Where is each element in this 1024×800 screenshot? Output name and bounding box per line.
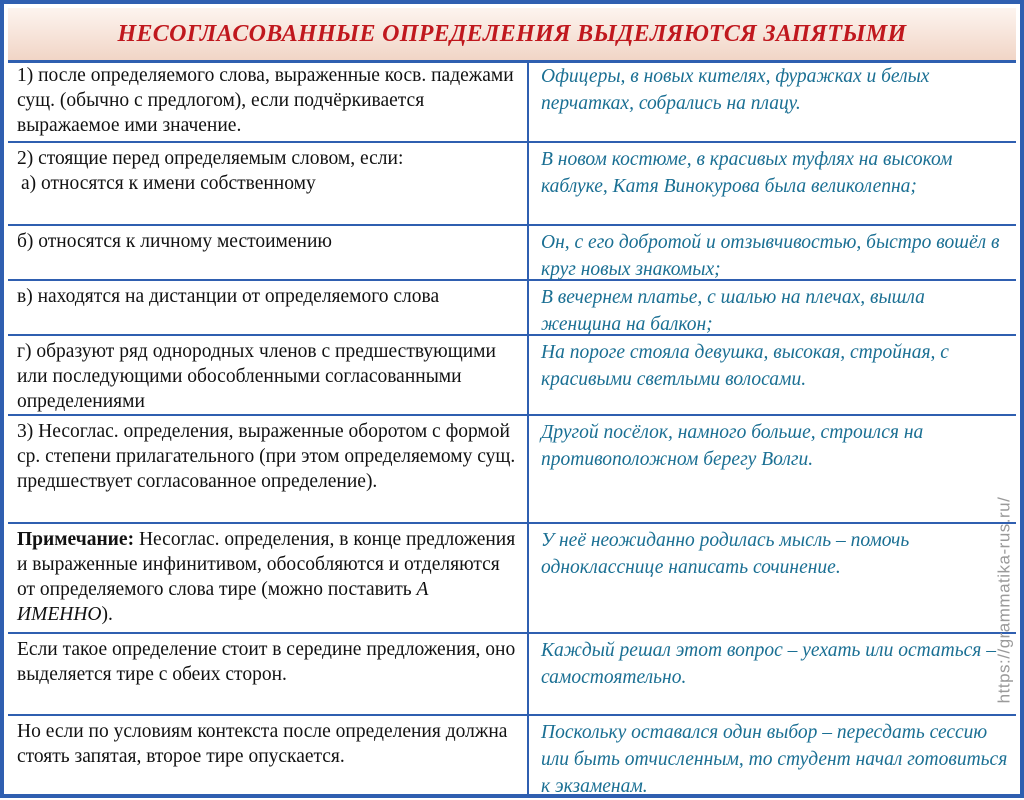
rule-text: Если такое определение стоит в середине предложения, оно выделяется тире с обеих сторон. bbox=[17, 639, 516, 685]
rule-text: 3) Несоглас. определения, выраженные оборотом с формой ср. степени прилагательного (при этом определяемому сущ. предшествует согласованное определение). bbox=[17, 421, 516, 492]
example-text: Поскольку оставался один выбор – пересдать сессию или быть отчисленным, то студент начал готовиться к экзаменам. bbox=[541, 722, 1008, 797]
example-text: На пороге стояла девушка, высокая, стройная, с красивыми светлыми волосами. bbox=[541, 342, 949, 390]
rule-cell bbox=[8, 281, 529, 334]
table-row bbox=[8, 416, 1016, 524]
table-row bbox=[8, 524, 1016, 634]
rule-tail: ). bbox=[101, 604, 113, 625]
example-text: Другой посёлок, намного больше, строился на противоположном берегу Волги. bbox=[541, 422, 924, 470]
rule-text: 2) стоящие перед определяемым словом, если: bbox=[17, 148, 404, 169]
example-cell bbox=[529, 524, 1016, 632]
table-row bbox=[8, 634, 1016, 716]
note-label: Примечание: bbox=[17, 529, 135, 550]
rule-subtext: а) относятся к имени собственному bbox=[21, 173, 316, 194]
rule-cell bbox=[8, 226, 529, 279]
example-cell bbox=[529, 60, 1016, 141]
rule-text: 1) после определяемого слова, выраженные косв. падежами сущ. (обычно с предлогом), если подчёркивается выражаемое ими значение. bbox=[17, 65, 514, 136]
rule-text: Но если по условиям контекста после определения должна стоять запятая, второе тире опускается. bbox=[17, 721, 508, 767]
watermark bbox=[984, 470, 1024, 730]
rule-text: Несоглас. определения, в конце предложения и выраженные инфинитивом, обособляются и отделяются от определяемого слова тире (можно поставить bbox=[17, 529, 516, 600]
table-row bbox=[8, 336, 1016, 416]
example-text: Он, с его добротой и отзывчивостью, быстро вошёл в круг новых знакомых; bbox=[541, 232, 1000, 280]
watermark-text: https://grammatika-rus.ru/ bbox=[994, 496, 1014, 704]
rule-cell bbox=[8, 524, 529, 632]
table-row bbox=[8, 716, 1016, 798]
table-row bbox=[8, 143, 1016, 226]
rule-cell bbox=[8, 634, 529, 714]
example-cell bbox=[529, 226, 1016, 279]
rule-cell bbox=[8, 143, 529, 224]
page-title: НЕСОГЛАСОВАННЫЕ ОПРЕДЕЛЕНИЯ ВЫДЕЛЯЮТСЯ ЗАПЯТЫМИ bbox=[117, 20, 907, 47]
rule-text: б) относятся к личному местоимению bbox=[17, 231, 332, 252]
example-cell bbox=[529, 634, 1016, 714]
rule-cell bbox=[8, 416, 529, 522]
example-cell bbox=[529, 336, 1016, 414]
example-cell bbox=[529, 143, 1016, 224]
table-row bbox=[8, 281, 1016, 336]
table-row bbox=[8, 60, 1016, 143]
example-text: Каждый решал этот вопрос – уехать или остаться – самостоятельно. bbox=[541, 640, 996, 688]
example-cell bbox=[529, 716, 1016, 798]
example-text: В вечернем платье, с шалью на плечах, вышла женщина на балкон; bbox=[541, 287, 925, 335]
rule-emphasis: А ИМЕННО bbox=[17, 579, 429, 625]
title-bar bbox=[8, 8, 1016, 63]
rule-cell bbox=[8, 336, 529, 414]
rule-cell bbox=[8, 716, 529, 798]
rule-text: г) образуют ряд однородных членов с предшествующими или последующими обособленными согласованными определениями bbox=[17, 341, 496, 412]
example-text: У неё неожиданно родилась мысль – помочь однокласснице написать сочинение. bbox=[541, 530, 910, 578]
rule-cell bbox=[8, 60, 529, 141]
example-text: Офицеры, в новых кителях, фуражках и белых перчатках, собрались на плацу. bbox=[541, 66, 930, 114]
example-text: В новом костюме, в красивых туфлях на высоком каблуке, Катя Винокурова была великолепна; bbox=[541, 149, 953, 197]
rule-text: в) находятся на дистанции от определяемого слова bbox=[17, 286, 440, 307]
example-cell bbox=[529, 281, 1016, 334]
table-row bbox=[8, 226, 1016, 281]
example-cell bbox=[529, 416, 1016, 522]
